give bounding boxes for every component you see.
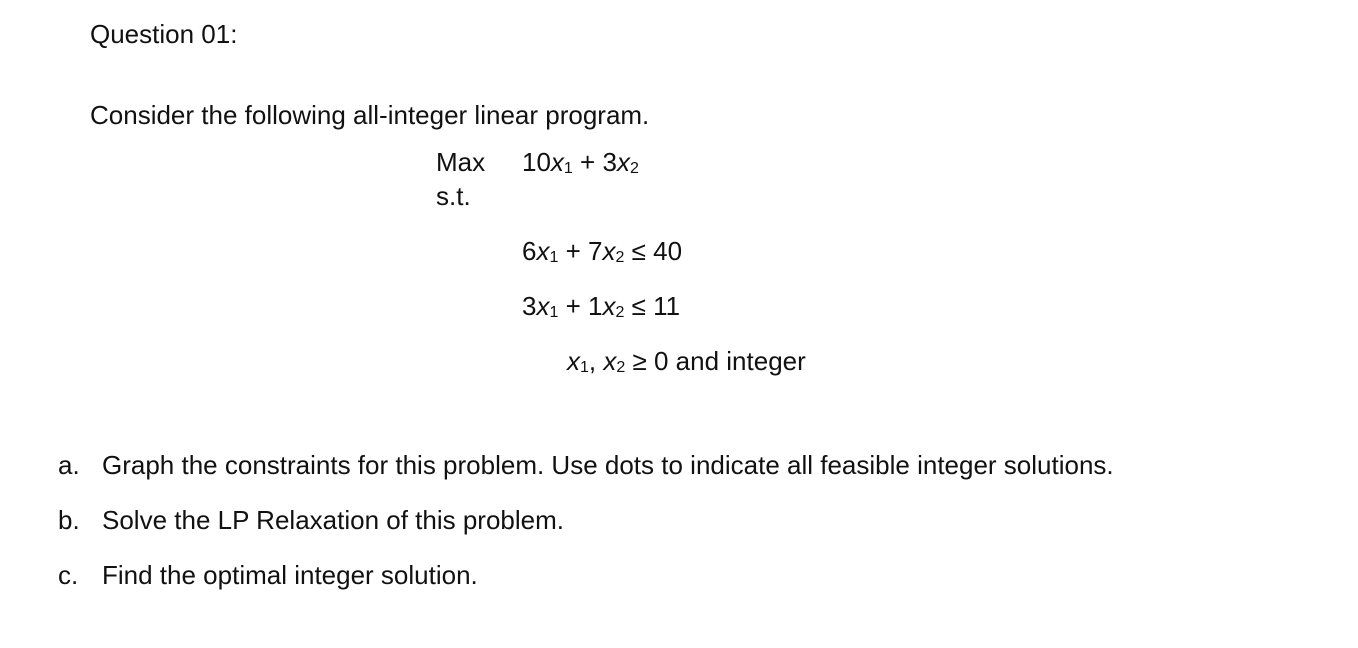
- objective-sub-2: 2: [629, 160, 639, 177]
- nonneg-var-2: x: [603, 346, 617, 376]
- constraint-2-operator: +: [558, 291, 589, 321]
- objective-coef-2: 3: [602, 147, 617, 177]
- part-b-text: Solve the LP Relaxation of this problem.: [102, 505, 565, 535]
- objective-label: Max: [436, 147, 486, 177]
- nonnegativity-constraint: [567, 348, 806, 374]
- constraint-1: [522, 238, 682, 264]
- constraint-1-sub-2: 2: [615, 249, 625, 266]
- objective-function: [522, 149, 639, 175]
- nonneg-separator: ,: [588, 346, 604, 376]
- constraint-2-sub-1: 1: [549, 304, 559, 321]
- objective-coef-1: 10: [522, 147, 551, 177]
- part-b: [58, 507, 564, 533]
- part-b-letter: b.: [58, 505, 80, 535]
- nonneg-sub-1: 1: [580, 359, 589, 376]
- constraint-1-coef-1: 6: [522, 236, 537, 266]
- intro-text: Consider the following all-integer linear program.: [90, 100, 650, 130]
- nonneg-rhs: ≥ 0 and integer: [625, 346, 806, 376]
- constraint-1-rhs: ≤ 40: [624, 236, 683, 266]
- part-a-text: Graph the constraints for this problem. Use dots to indicate all feasible integer solutions.: [102, 450, 1114, 480]
- nonneg-sub-2: 2: [616, 359, 626, 376]
- part-a: [58, 452, 1114, 478]
- objective-var-2: x: [616, 147, 630, 177]
- constraint-2-rhs: ≤ 11: [624, 291, 681, 321]
- constraint-1-sub-1: 1: [549, 249, 559, 266]
- part-c-text: Find the optimal integer solution.: [102, 560, 478, 590]
- part-c-letter: c.: [58, 560, 79, 590]
- constraint-2-coef-1: 3: [522, 291, 537, 321]
- constraint-1-coef-2: 7: [588, 236, 603, 266]
- constraint-2: [522, 293, 680, 319]
- constraint-1-var-2: x: [602, 236, 616, 266]
- constraint-2-var-2: x: [602, 291, 616, 321]
- constraint-2-var-1: x: [536, 291, 550, 321]
- constraints-label: s.t.: [436, 181, 471, 211]
- nonneg-var-1: x: [567, 346, 580, 376]
- objective-var-1: x: [550, 147, 564, 177]
- constraint-2-sub-2: 2: [615, 304, 625, 321]
- objective-sub-1: 1: [563, 160, 573, 177]
- constraint-1-var-1: x: [536, 236, 550, 266]
- question-title: Question 01:: [90, 19, 238, 49]
- objective-operator: +: [572, 147, 603, 177]
- constraint-2-coef-2: 1: [588, 291, 603, 321]
- constraint-1-operator: +: [558, 236, 589, 266]
- part-a-letter: a.: [58, 450, 80, 480]
- part-c: [58, 562, 478, 588]
